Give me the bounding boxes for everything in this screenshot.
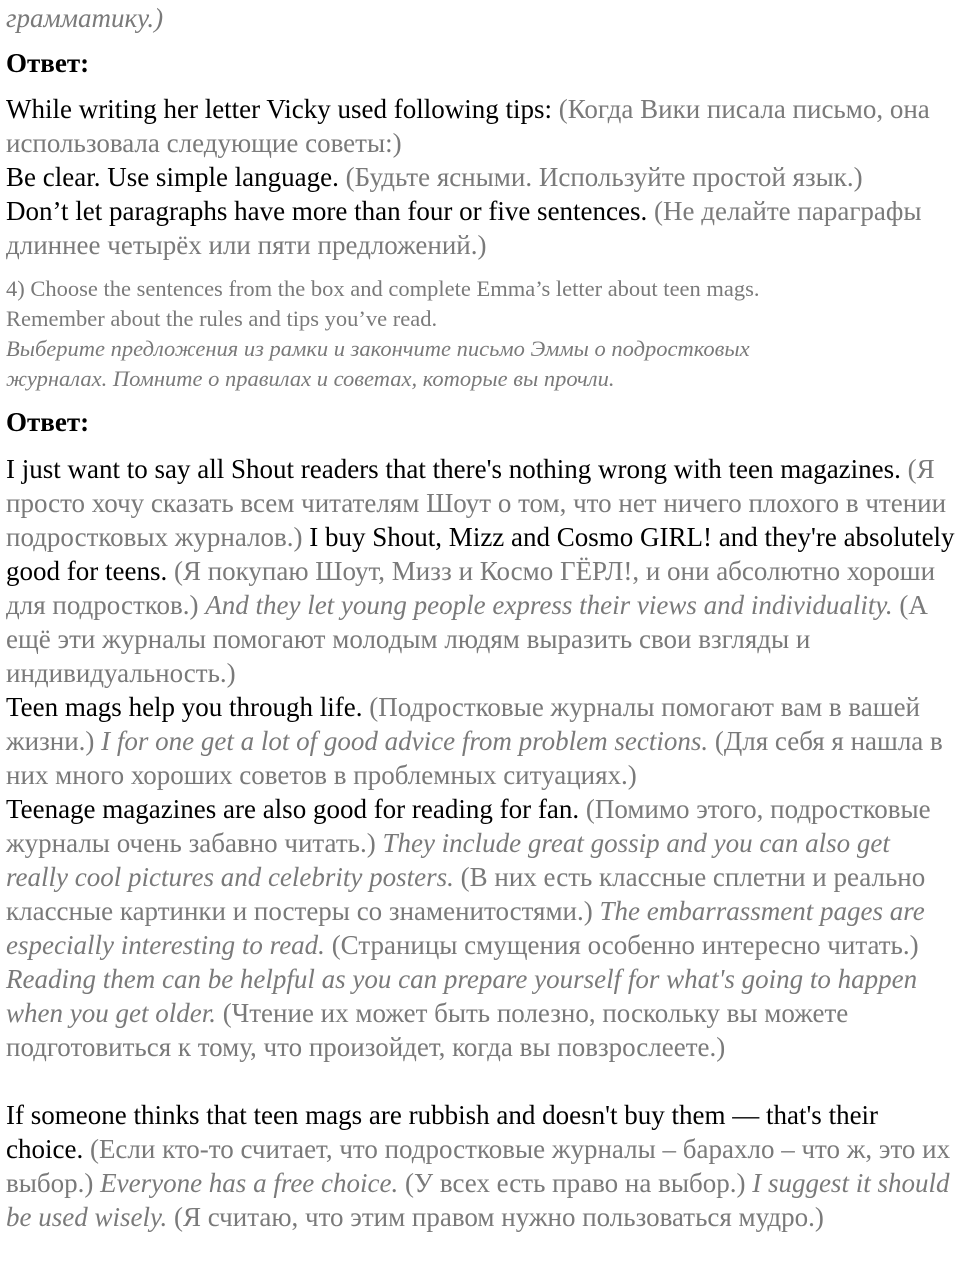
letter-paragraph-2 bbox=[6, 690, 956, 792]
tips-intro-en: While writing her letter Vicky used following tips: bbox=[6, 94, 553, 124]
p4-en-1: If someone thinks that teen mags are rubbish and doesn't buy them — that's their choice. bbox=[6, 1100, 879, 1164]
task-4-line-1: 4) Choose the sentences from the box and complete Emma’s letter about teen mags. bbox=[6, 276, 760, 301]
tip-2-en: Don’t let paragraphs have more than four or five sentences. bbox=[6, 196, 648, 226]
p3-it-4: Reading them can be helpful as you can prepare yourself for what's going to happen when you get older. bbox=[6, 964, 918, 1028]
p3-ru-3: (Страницы смущения особенно интересно читать.) bbox=[331, 930, 919, 960]
p1-ru-1: (Я просто хочу сказать всем читателям Шоут о том, что нет ничего плохого в чтении подростковых журналов.) bbox=[6, 454, 947, 552]
p1-en-2: I buy Shout, Mizz and Cosmo GIRL! and they're absolutely good for teens. bbox=[6, 522, 955, 586]
p4-ru-2: (У всех есть право на выбор.) bbox=[405, 1168, 746, 1198]
p3-ru-4: (Чтение их может быть полезно, поскольку вы можете подготовиться к тому, что произойдет, когда вы повзрослеете.) bbox=[6, 998, 849, 1062]
p3-it-3: The embarrassment pages are especially interesting to read. bbox=[6, 896, 925, 960]
p1-ru-3: (А ещё эти журналы помогают молодым людям выразить свои взгляды и индивидуальность.) bbox=[6, 590, 928, 688]
p2-ru-2: (Для себя я нашла в них много хороших советов в проблемных ситуациях.) bbox=[6, 726, 943, 790]
p3-it-2: They include great gossip and you can also get really cool pictures and celebrity posters. bbox=[6, 828, 890, 892]
p3-ru-2: (В них есть классные сплетни и реально классные картинки и постеры со знаменитостями.) bbox=[6, 862, 926, 926]
task-4-instruction bbox=[6, 274, 956, 394]
task-4-ru-line-2: журналах. Помните о правилах и советах, которые вы прочли. bbox=[6, 366, 615, 391]
p3-ru-1: (Помимо этого, подростковые журналы очень забавно читать.) bbox=[6, 794, 931, 858]
p3-en-1: Teenage magazines are also good for reading for fan. bbox=[6, 794, 580, 824]
letter-paragraph-4 bbox=[6, 1098, 956, 1234]
letter-paragraph-1 bbox=[6, 452, 956, 690]
answer-heading-2: Ответ: bbox=[6, 407, 90, 437]
p1-it-3: And they let young people express their views and individuality. bbox=[205, 590, 893, 620]
tip-2-ru: (Не делайте параграфы длиннее четырёх или пяти предложений.) bbox=[6, 196, 922, 260]
top-fragment: грамматику.) bbox=[6, 3, 164, 33]
tip-1-ru: (Будьте ясными. Используйте простой язык.) bbox=[345, 162, 863, 192]
p1-en-1: I just want to say all Shout readers that there's nothing wrong with teen magazines. bbox=[6, 454, 901, 484]
p1-ru-2: (Я покупаю Шоут, Мизз и Космо ГЁРЛ!, и они абсолютно хороши для подростков.) bbox=[6, 556, 936, 620]
tips-intro-ru: (Когда Вики писала письмо, она использовала следующие советы:) bbox=[6, 94, 930, 158]
p4-ru-1: (Если кто-то считает, что подростковые журналы – барахло – что ж, это их выбор.) bbox=[6, 1134, 951, 1198]
p2-ru-1: (Подростковые журналы помогают вам в вашей жизни.) bbox=[6, 692, 920, 756]
tip-1 bbox=[6, 160, 956, 194]
p4-it-3: I suggest it should be used wisely. bbox=[6, 1168, 950, 1232]
p2-it-2: I for one get a lot of good advice from problem sections. bbox=[101, 726, 709, 756]
answer-heading-1: Ответ: bbox=[6, 48, 90, 78]
letter-paragraph-3 bbox=[6, 792, 956, 1064]
task-4-line-2: Remember about the rules and tips you’ve read. bbox=[6, 306, 438, 331]
p4-it-2: Everyone has a free choice. bbox=[100, 1168, 399, 1198]
tip-1-en: Be clear. Use simple language. bbox=[6, 162, 339, 192]
task-4-ru-line-1: Выберите предложения из рамки и закончите письмо Эммы о подростковых bbox=[6, 336, 750, 361]
p2-en-1: Teen mags help you through life. bbox=[6, 692, 363, 722]
tips-intro bbox=[6, 92, 956, 160]
p4-ru-3: (Я считаю, что этим правом нужно пользоваться мудро.) bbox=[173, 1202, 824, 1232]
tip-2 bbox=[6, 194, 956, 262]
